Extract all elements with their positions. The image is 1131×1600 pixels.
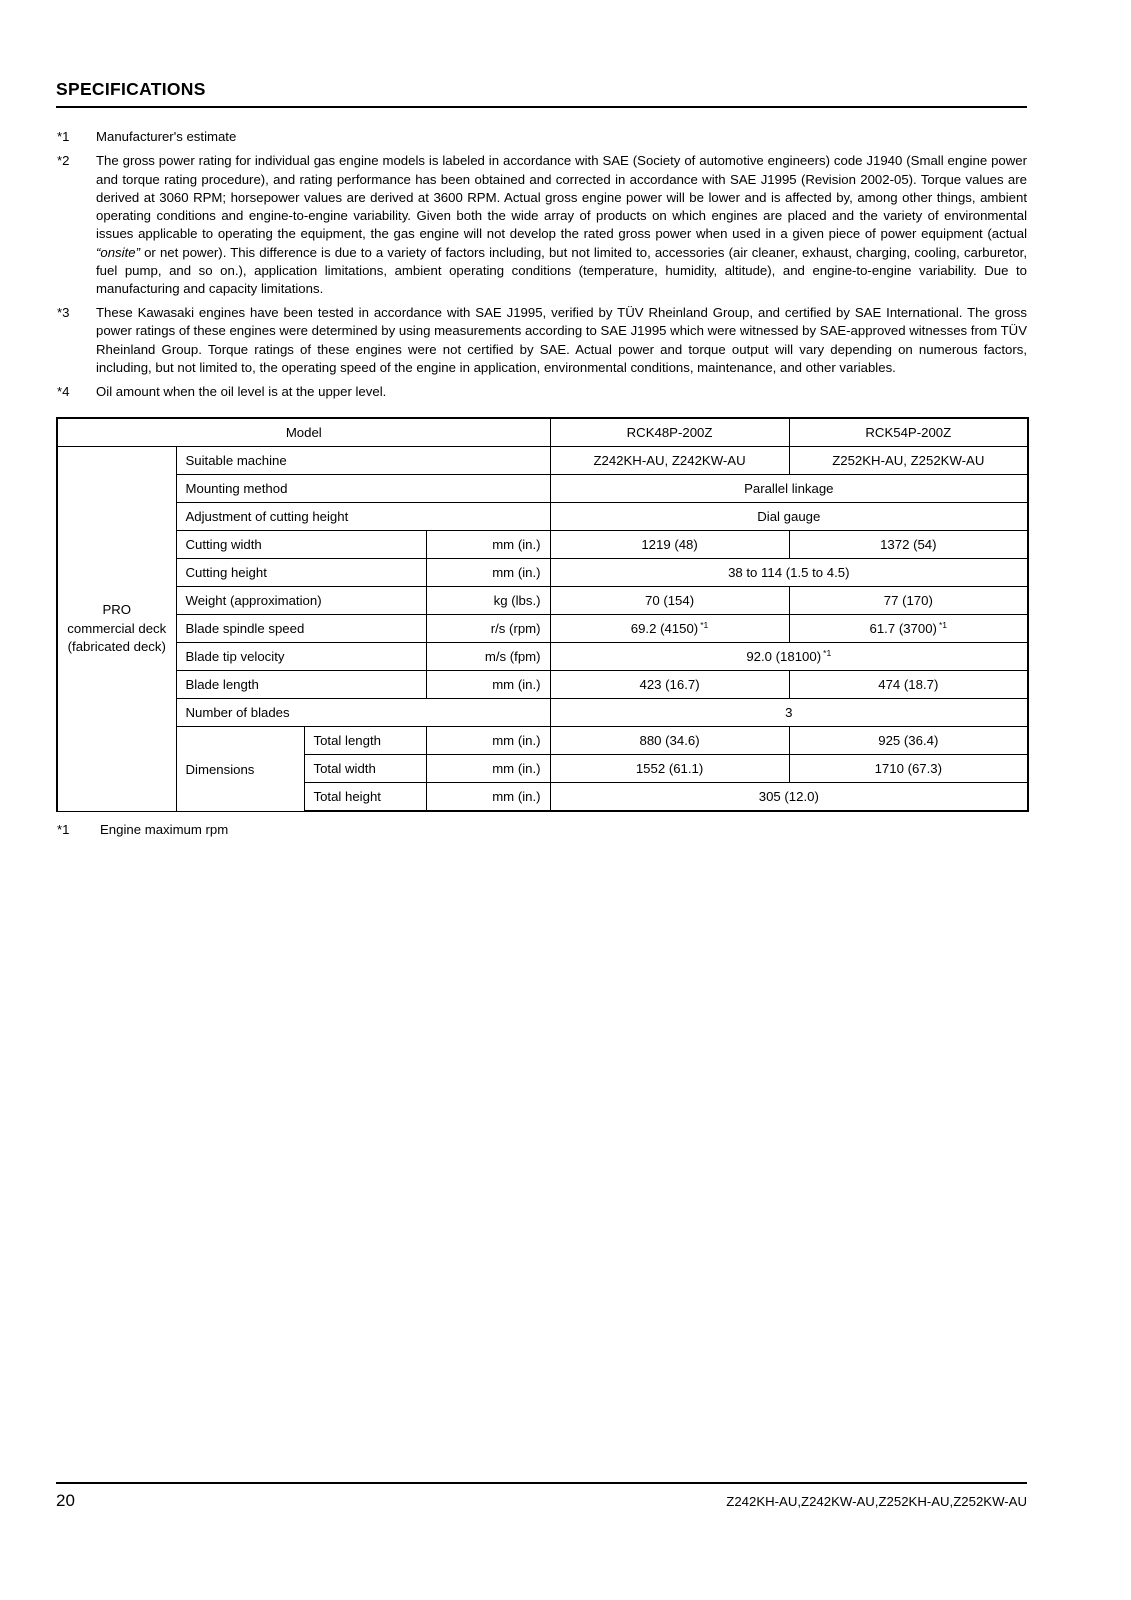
table-footnote (56, 821, 1027, 839)
table-footnote-marker: *1 (57, 822, 70, 838)
page-title: SPECIFICATIONS (56, 79, 206, 99)
unit-cutting-height: mm (in.) (426, 559, 550, 587)
header-col-rck48p: RCK48P-200Z (550, 418, 789, 447)
label-number-of-blades: Number of blades (176, 699, 550, 727)
footnote-ref-spindle-col1: *1 (700, 619, 709, 630)
value-adjustment-cutting-height: Dial gauge (550, 503, 1028, 531)
footnote-2-text (96, 152, 1027, 298)
footnote-3 (56, 304, 1027, 377)
table-row-suitable-machine (57, 447, 1028, 475)
table-row-cutting-width (57, 531, 1028, 559)
value-blade-spindle-speed-col1 (550, 615, 789, 643)
footnote-2-marker: *2 (57, 153, 70, 169)
page-number: 20 (56, 1491, 75, 1510)
title-divider (56, 106, 1027, 108)
page-footer (56, 1482, 1027, 1511)
specifications-table (56, 417, 1029, 812)
unit-weight: kg (lbs.) (426, 587, 550, 615)
value-cutting-width-col2: 1372 (54) (789, 531, 1028, 559)
table-row-blade-tip-velocity (57, 643, 1028, 671)
footnote-3-text: These Kawasaki engines have been tested in accordance with SAE J1995, verified by TÜV Rheinland Group, and certified by SAE International. The gross power ratings of these engines were determined by using measurements according to SAE J1995 which were witnessed by SAE-approved witnesses from TÜV Rheinland Group. Torque ratings of these engines were not certified by SAE. Actual power and torque output will vary depending on numerous factors, including, but not limited to, the operating speed of the engine in application, environmental conditions, maintenance, and other variables. (96, 305, 1027, 375)
label-weight: Weight (approximation) (176, 587, 426, 615)
footnote-4-marker: *4 (57, 384, 70, 400)
footnote-ref-spindle-col2: *1 (938, 619, 948, 630)
value-total-length-col1: 880 (34.6) (550, 727, 789, 755)
unit-total-height: mm (in.) (426, 783, 550, 812)
label-adjustment-cutting-height: Adjustment of cutting height (176, 503, 550, 531)
label-dimensions: Dimensions (176, 727, 304, 812)
value-cutting-width-col1: 1219 (48) (550, 531, 789, 559)
footnote-2-text-part1: The gross power rating for individual gas engine models is labeled in accordance with SAE (Society of automotive engineers) code J1940 (Small engine power and torque rating procedure), and rating performance has been obtained and corrected in accordance with SAE J1995 (Revision 2002-05). Torque values are derived at 3060 RPM; horsepower values are derived at 3600 RPM. Actual gross engine power will be lower and is affected by, among other things, ambient operating conditions and engine-to-engine variability. Given both the wide array of products on which engines are placed and the variety of environmental issues applicable to operating the equipment, the gas engine will not develop the rated gross power when used in a given piece of power equipment (actual (96, 153, 1027, 242)
label-suitable-machine: Suitable machine (176, 447, 550, 475)
table-row-blade-length (57, 671, 1028, 699)
unit-blade-tip-velocity: m/s (fpm) (426, 643, 550, 671)
label-blade-length: Blade length (176, 671, 426, 699)
label-blade-spindle-speed: Blade spindle speed (176, 615, 426, 643)
value-blade-length-col1: 423 (16.7) (550, 671, 789, 699)
value-weight-col2: 77 (170) (789, 587, 1028, 615)
table-row-number-of-blades (57, 699, 1028, 727)
value-mounting-method: Parallel linkage (550, 475, 1028, 503)
footnote-2 (56, 152, 1027, 298)
header-model-label: Model (57, 418, 550, 447)
value-weight-col1: 70 (154) (550, 587, 789, 615)
unit-cutting-width: mm (in.) (426, 531, 550, 559)
label-total-length: Total length (304, 727, 426, 755)
table-row-cutting-height (57, 559, 1028, 587)
value-total-length-col2: 925 (36.4) (789, 727, 1028, 755)
header-col-rck54p: RCK54P-200Z (789, 418, 1028, 447)
label-total-height: Total height (304, 783, 426, 812)
table-row-blade-spindle-speed (57, 615, 1028, 643)
value-blade-tip-velocity-text: 92.0 (18100) (746, 649, 822, 665)
label-total-width: Total width (304, 755, 426, 783)
footnote-list (56, 128, 1027, 401)
footnote-4 (56, 383, 1027, 401)
table-header-row (57, 418, 1028, 447)
value-total-width-col1: 1552 (61.1) (550, 755, 789, 783)
unit-blade-spindle-speed: r/s (rpm) (426, 615, 550, 643)
unit-total-length: mm (in.) (426, 727, 550, 755)
table-row-adjustment-cutting-height (57, 503, 1028, 531)
value-number-of-blades: 3 (550, 699, 1028, 727)
footnote-4-text: Oil amount when the oil level is at the upper level. (96, 384, 387, 400)
value-blade-spindle-speed-col2-text: 61.7 (3700) (869, 621, 937, 637)
footnote-ref-tip-velocity: *1 (823, 647, 832, 658)
footer-model-list: Z242KH-AU,Z242KW-AU,Z252KH-AU,Z252KW-AU (726, 1494, 1027, 1509)
footnote-1-marker: *1 (57, 129, 70, 145)
page-content (56, 80, 1027, 840)
unit-total-width: mm (in.) (426, 755, 550, 783)
footnote-1-text: Manufacturer's estimate (96, 129, 237, 145)
label-mounting-method: Mounting method (176, 475, 550, 503)
value-suitable-machine-col1: Z242KH-AU, Z242KW-AU (550, 447, 789, 475)
value-blade-spindle-speed-col1-text: 69.2 (4150) (630, 621, 699, 637)
table-footnote-text: Engine maximum rpm (100, 822, 229, 838)
value-suitable-machine-col2: Z252KH-AU, Z252KW-AU (789, 447, 1028, 475)
value-cutting-height: 38 to 114 (1.5 to 4.5) (550, 559, 1028, 587)
row-group-label-pro-deck: PRO commercial deck (fabricated deck) (57, 447, 176, 812)
value-total-width-col2: 1710 (67.3) (789, 755, 1028, 783)
value-total-height: 305 (12.0) (550, 783, 1028, 812)
label-cutting-width: Cutting width (176, 531, 426, 559)
footnote-1 (56, 128, 1027, 146)
footnote-2-onsite-italic: “onsite” (96, 244, 140, 260)
footnote-2-text-part2: or net power). This difference is due to a variety of factors including, but not limited to, accessories (air cleaner, exhaust, charging, cooling, carburetor, fuel pump, and so on.), application limitations, ambient operating conditions (temperature, humidity, altitude), and engine-to-engine variability. Due to manufacturing and capacity limitations. (96, 244, 1027, 296)
footer-row (56, 1491, 1027, 1511)
value-blade-tip-velocity (550, 643, 1028, 671)
footer-divider (56, 1482, 1027, 1484)
unit-blade-length: mm (in.) (426, 671, 550, 699)
table-row-weight (57, 587, 1028, 615)
value-blade-length-col2: 474 (18.7) (789, 671, 1028, 699)
label-cutting-height: Cutting height (176, 559, 426, 587)
footnote-3-marker: *3 (57, 305, 70, 321)
table-row-mounting-method (57, 475, 1028, 503)
label-blade-tip-velocity: Blade tip velocity (176, 643, 426, 671)
value-blade-spindle-speed-col2 (789, 615, 1028, 643)
table-row-total-length (57, 727, 1028, 755)
